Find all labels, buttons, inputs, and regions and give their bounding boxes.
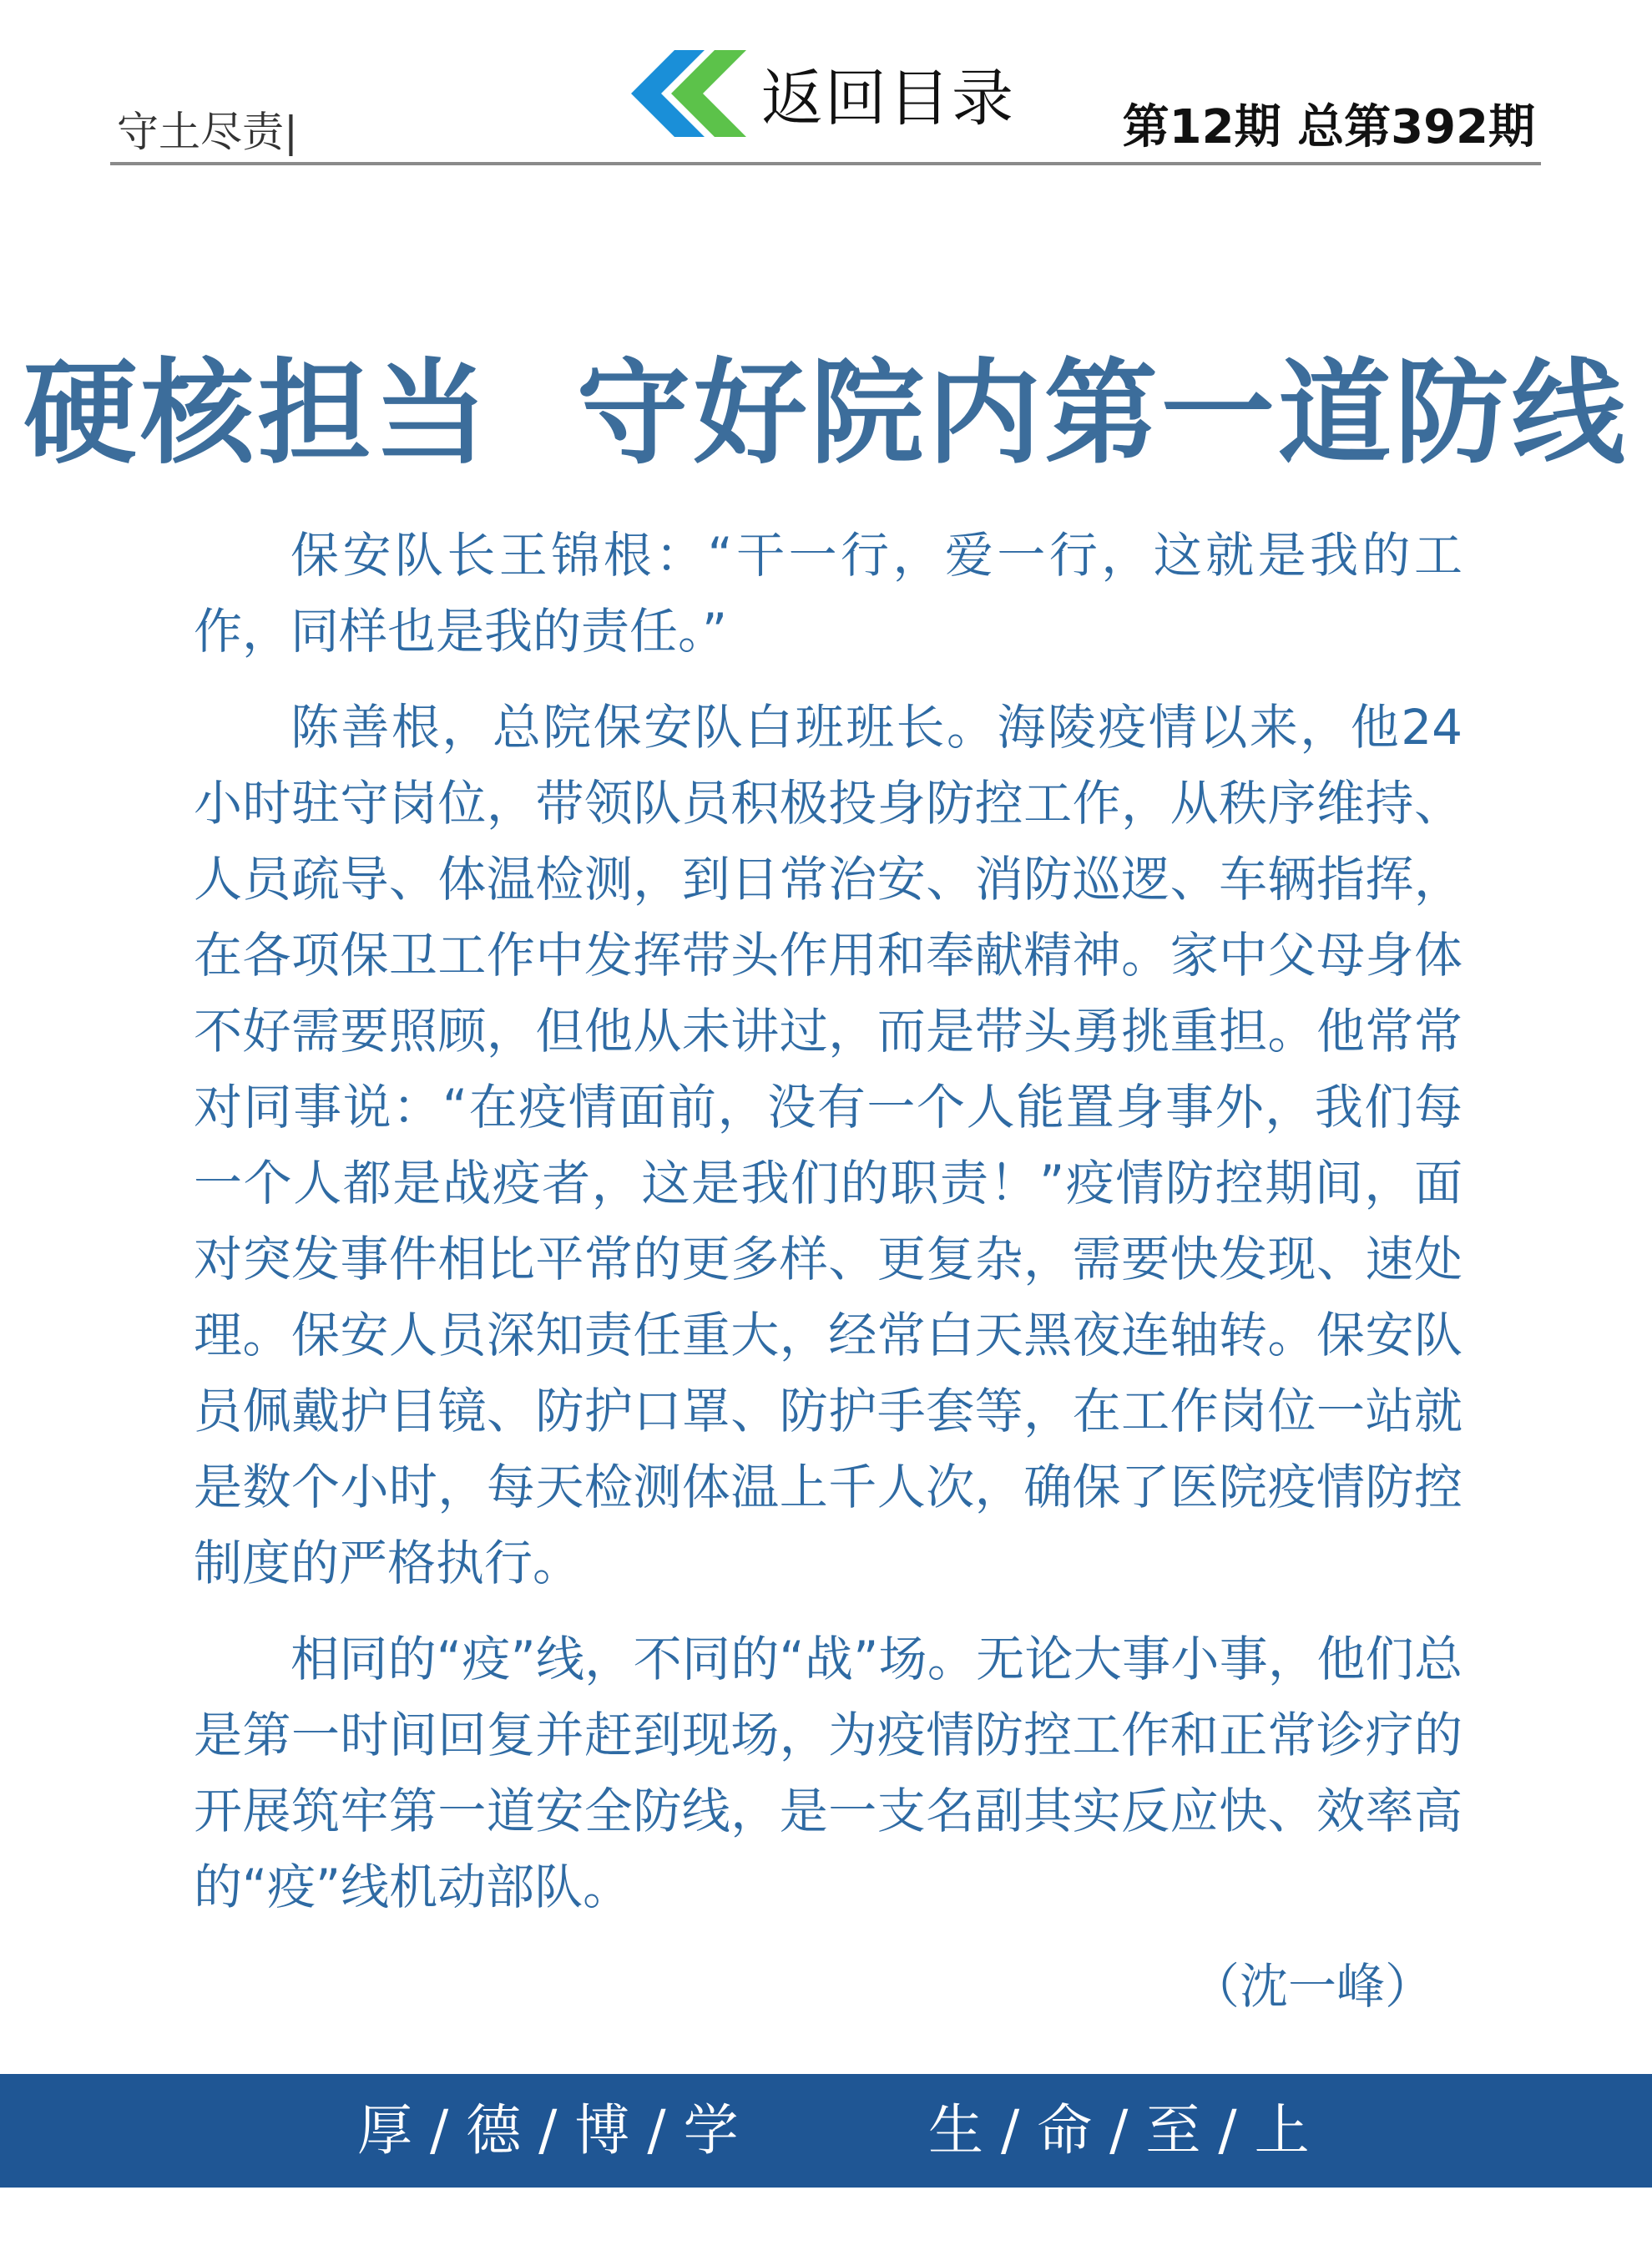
article-paragraph-summary: 相同的“疫”线，不同的“战”场。无论大事小事，他们总是第一时间回复并赶到现场，为疫情防控工作和正常诊疗的开展筑牢第一道安全防线，是一支名副其实反应快、效率高的“疫”线机动部队。 (194, 1631, 1463, 1915)
article-paragraph-quote: 保安队长王锦根：“干一行，爱一行，这就是我的工作，同样也是我的责任。” (194, 527, 1463, 660)
back-to-contents-link[interactable] (628, 48, 1015, 139)
article-author: （沈一峰） (1190, 1958, 1433, 2015)
page-header (0, 0, 1652, 167)
article-title: 硬核担当 守好院内第一道防线 (23, 348, 1629, 481)
section-label: 守土尽责| (117, 108, 298, 156)
footer-motto-band (0, 2074, 1652, 2188)
back-to-contents-label: 返回目录 (761, 63, 1015, 134)
article-body (194, 518, 1463, 1945)
double-chevron-left-icon (628, 48, 750, 139)
article-paragraph-profile: 陈善根，总院保安队白班班长。海陵疫情以来，他24小时驻守岗位，带领队员积极投身防控工作，从秩序维持、人员疏导、体温检测，到日常治安、消防巡逻、车辆指挥，在各项保卫工作中发挥带头作用和奉献精神。家中父母身体不好需要照顾，但他从未讲过，而是带头勇挑重担。他常常对同事说：“在疫情面前，没有一个人能置身事外，我们每一个人都是战疫者，这是我们的职责！”疫情防控期间，面对突发事件相比平常的更多样、更复杂，需要快发现、速处理。保安人员深知责任重大，经常白天黑夜连轴转。保安队员佩戴护目镜、防护口罩、防护手套等，在工作岗位一站就是数个小时，每天检测体温上千人次，确保了医院疫情防控制度的严格执行。 (194, 699, 1463, 1591)
motto-left: 厚 / 德 / 博 / 学 (357, 2098, 739, 2162)
issue-number: 第12期 总第392期 (1122, 100, 1535, 154)
motto-right: 生 / 命 / 至 / 上 (928, 2098, 1310, 2162)
header-divider (110, 162, 1541, 165)
